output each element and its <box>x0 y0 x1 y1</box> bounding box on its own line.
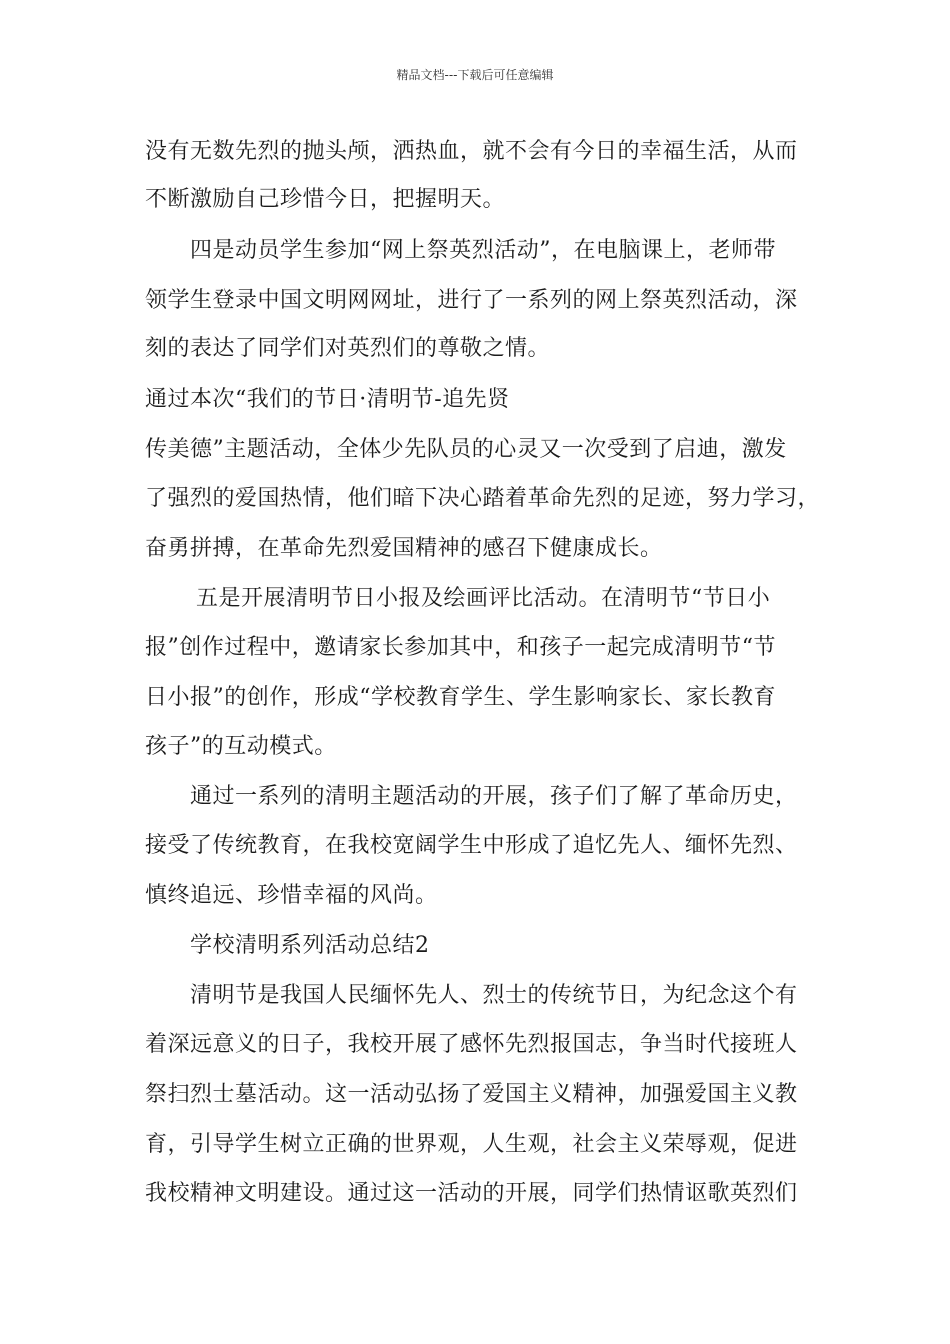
section-heading: 学校清明系列活动总结2 <box>190 933 430 958</box>
body-line: 不断激励自己珍惜今日，把握明天。 <box>145 187 506 212</box>
body-line: 奋勇拼搏，在革命先烈爱国精神的感召下健康成长。 <box>145 536 663 561</box>
body-line: 着深远意义的日子，我校开展了感怀先烈报国志，争当时代接班人 <box>145 1032 798 1057</box>
body-line: 五是开展清明节日小报及绘画评比活动。在清明节“节日小 <box>196 586 771 611</box>
body-line: 通过本次“我们的节日·清明节-追先贤 <box>145 387 510 412</box>
page-header: 精品文档---下载后可任意编辑 <box>396 68 554 82</box>
body-line: 通过一系列的清明主题活动的开展，孩子们了解了革命历史， <box>190 784 798 809</box>
body-line: 接受了传统教育，在我校宽阔学生中形成了追忆先人、缅怀先烈、 <box>145 833 798 858</box>
body-line: 清明节是我国人民缅怀先人、烈士的传统节日，为纪念这个有 <box>190 983 798 1008</box>
body-line: 慎终追远、珍惜幸福的风尚。 <box>145 883 438 908</box>
body-line: 没有无数先烈的抛头颅，洒热血，就不会有今日的幸福生活，从而 <box>145 139 798 164</box>
body-line: 四是动员学生参加“网上祭英烈活动”，在电脑课上，老师带 <box>190 238 776 263</box>
body-line: 祭扫烈士墓活动。这一活动弘扬了爱国主义精神，加强爱国主义教 <box>145 1082 798 1107</box>
body-line: 我校精神文明建设。通过这一活动的开展，同学们热情讴歌英烈们 <box>145 1181 798 1206</box>
body-line: 刻的表达了同学们对英烈们的尊敬之情。 <box>145 336 551 361</box>
body-line: 育，引导学生树立正确的世界观，人生观，社会主义荣辱观，促进 <box>145 1132 798 1157</box>
body-line: 了强烈的爱国热情，他们暗下决心踏着革命先烈的足迹，努力学习， <box>145 486 821 511</box>
body-line: 传美德”主题活动，全体少先队员的心灵又一次受到了启迪，激发 <box>145 437 787 462</box>
body-line: 孩子”的互动模式。 <box>145 734 337 759</box>
body-line: 领学生登录中国文明网网址，进行了一系列的网上祭英烈活动，深 <box>145 288 798 313</box>
body-line: 日小报”的创作，形成“学校教育学生、学生影响家长、家长教育 <box>145 685 776 710</box>
body-line: 报”创作过程中，邀请家长参加其中，和孩子一起完成清明节“节 <box>145 635 776 660</box>
